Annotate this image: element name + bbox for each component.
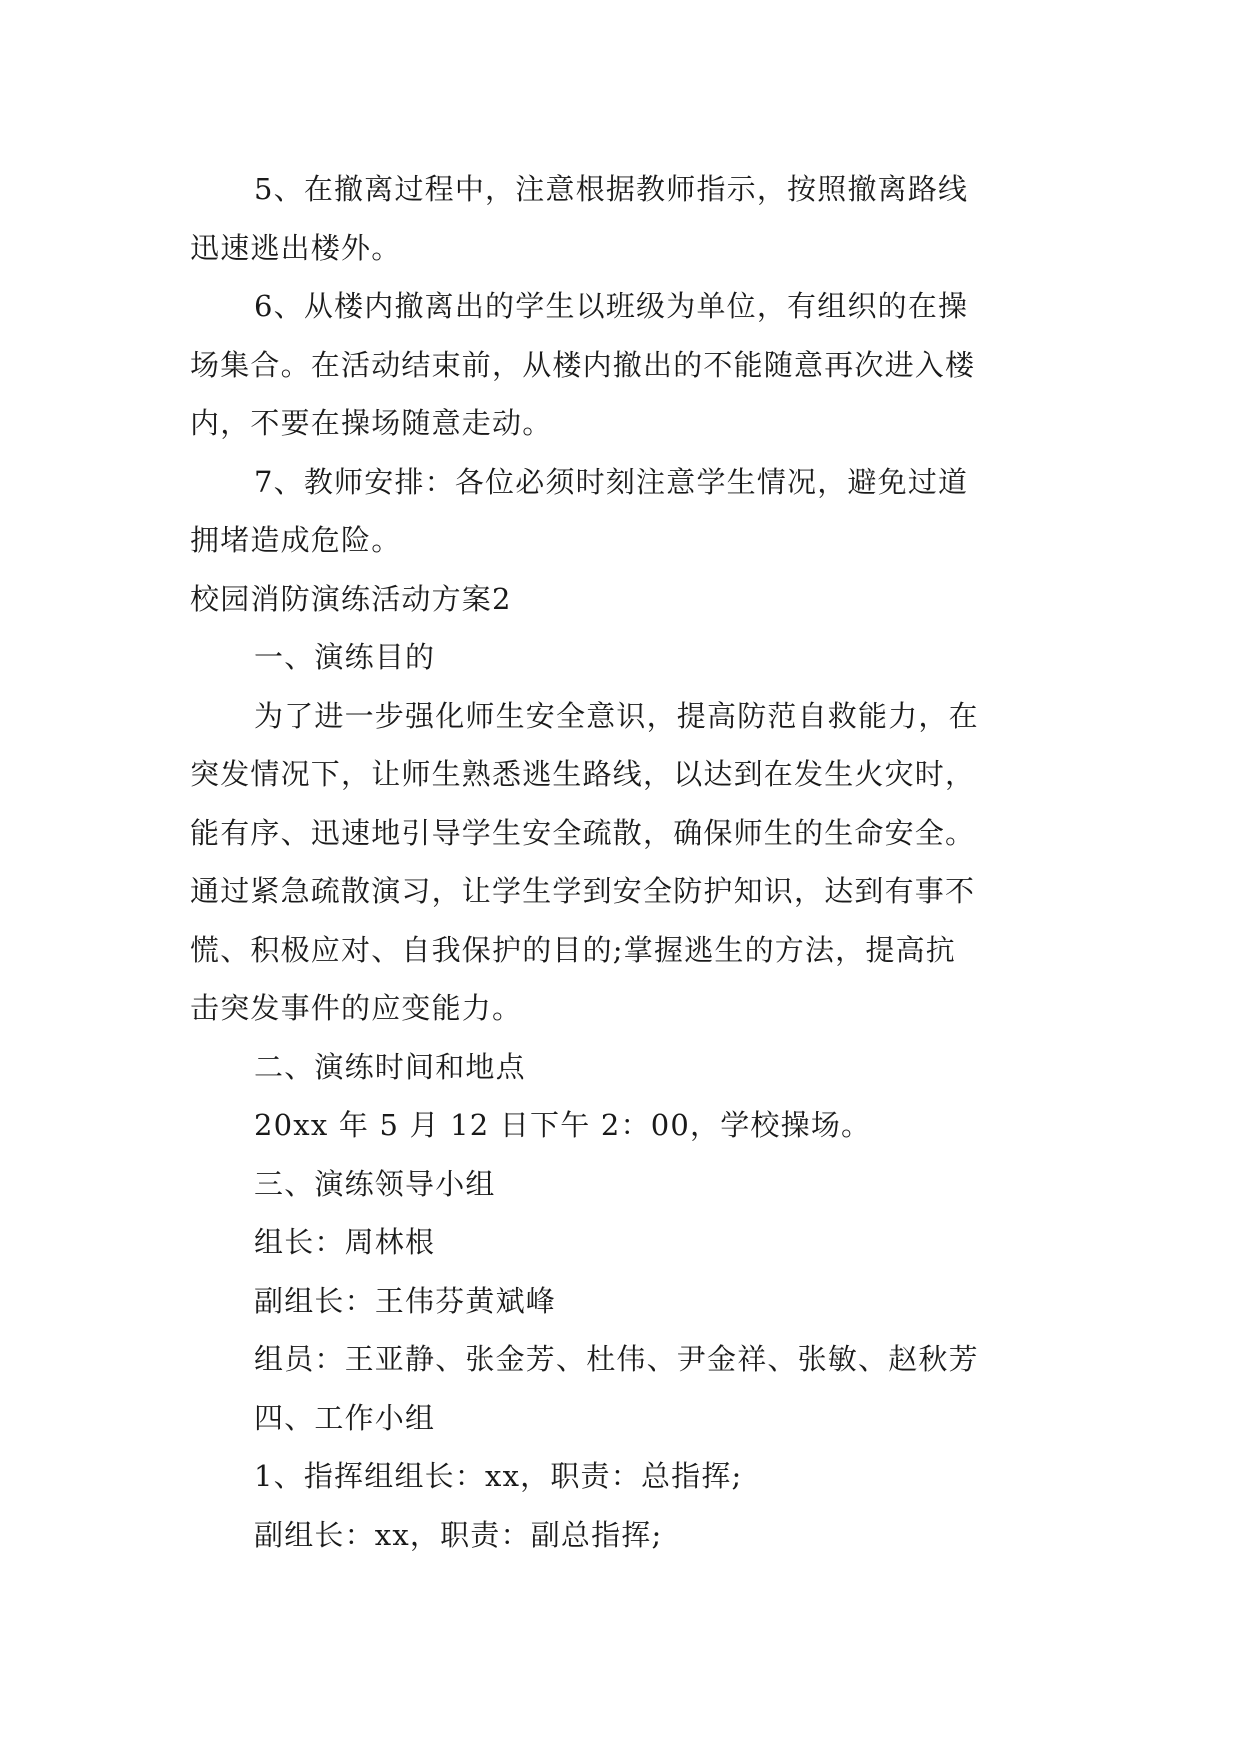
paragraph-line: 组员：王亚静、张金芳、杜伟、尹金祥、张敏、赵秋芳 — [254, 1342, 979, 1376]
paragraph-line: 内，不要在操场随意走动。 — [190, 406, 553, 440]
paragraph-line: 能有序、迅速地引导学生安全疏散，确保师生的生命安全。 — [190, 815, 976, 850]
section-heading: 三、演练领导小组 — [254, 1166, 496, 1201]
paragraph-line: 为了进一步强化师生安全意识，提高防范自救能力，在 — [254, 698, 979, 733]
paragraph-line: 7、教师安排：各位必须时刻注意学生情况，避免过道 — [254, 464, 969, 499]
paragraph-line: 副组长：xx，职责：副总指挥; — [254, 1517, 663, 1552]
section-heading: 一、演练目的 — [254, 640, 436, 674]
paragraph-line: 通过紧急疏散演习，让学生学到安全防护知识，达到有事不 — [190, 874, 976, 908]
paragraph-line: 1、指挥组组长：xx，职责：总指挥; — [254, 1459, 743, 1493]
paragraph-line: 5、在撤离过程中，注意根据教师指示，按照撤离路线 — [254, 172, 969, 206]
section-heading: 四、工作小组 — [254, 1400, 436, 1435]
paragraph-line: 击突发事件的应变能力。 — [190, 991, 523, 1025]
paragraph-line: 迅速逃出楼外。 — [190, 230, 402, 265]
paragraph-line: 突发情况下，让师生熟悉逃生路线，以达到在发生火灾时， — [190, 757, 976, 791]
paragraph-line: 拥堵造成危险。 — [190, 523, 402, 557]
paragraph-line: 20xx 年 5 月 12 日下午 2：00，学校操场。 — [254, 1108, 872, 1142]
paragraph-line: 场集合。在活动结束前，从楼内撤出的不能随意再次进入楼 — [190, 347, 976, 382]
paragraph-line: 慌、积极应对、自我保护的目的;掌握逃生的方法，提高抗 — [190, 932, 956, 967]
paragraph-line: 副组长：王伟芬黄斌峰 — [254, 1283, 557, 1318]
paragraph-line: 6、从楼内撤离出的学生以班级为单位，有组织的在操 — [254, 289, 969, 323]
section-title: 校园消防演练活动方案2 — [190, 581, 512, 616]
document-body — [190, 160, 1050, 1564]
paragraph-line: 组长：周林根 — [254, 1225, 436, 1259]
section-heading: 二、演练时间和地点 — [254, 1049, 526, 1084]
